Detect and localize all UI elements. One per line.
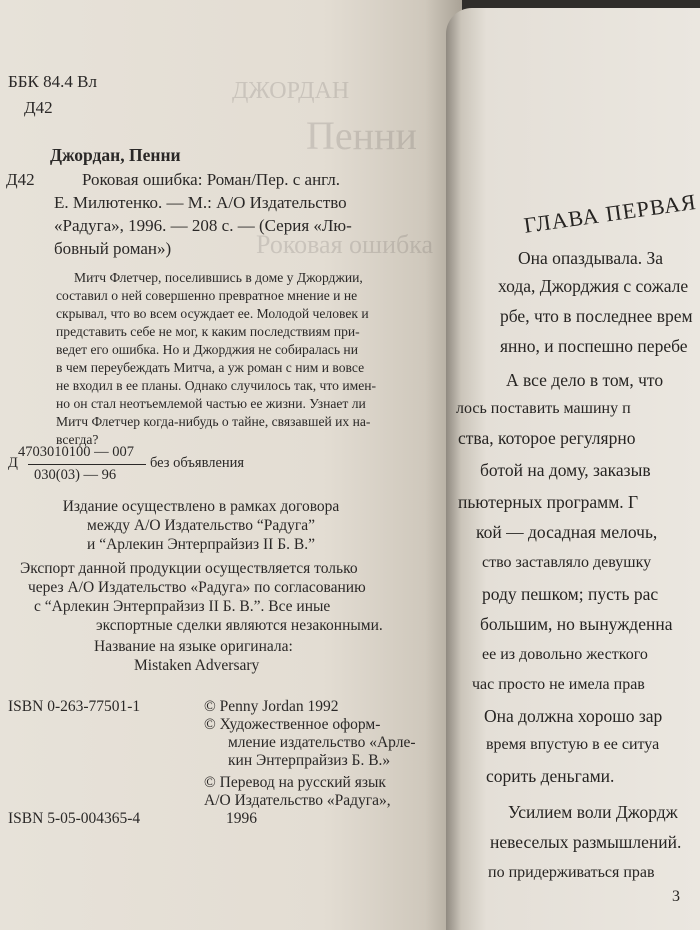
- body-line: янно, и поспешно перебе: [500, 336, 688, 356]
- annotation-line: представить себе не мог, к каким последствиям при-: [56, 324, 360, 339]
- annotation-line: Митч Флетчер, поселившись в доме у Джорджии,: [74, 270, 363, 285]
- bbk-index: ББК 84.4 Вл: [8, 72, 97, 91]
- annotation-line: ведет его ошибка. Но и Джорджия не собиралась ни: [56, 342, 358, 357]
- copyright-line: 1996: [226, 810, 257, 827]
- body-line: ства, которое регулярно: [458, 428, 636, 448]
- body-line: роду пешком; пусть рас: [482, 584, 659, 604]
- publication-line: и “Арлекин Энтерпрайзиз II Б. В.”: [87, 536, 315, 553]
- publication-line: Издание осуществлено в рамках договора: [62, 498, 340, 515]
- copyright-line: © Перевод на русский язык: [204, 774, 386, 791]
- annotation-line: не входил в ее планы. Однако случилось так, что имен-: [56, 378, 377, 393]
- body-line: час просто не имела прав: [472, 676, 645, 693]
- body-line: ство заставляло девушку: [482, 554, 652, 571]
- body-line: Она должна хорошо зар: [484, 706, 663, 726]
- copyright-line: кин Энтерпрайзиз Б. В.»: [228, 752, 391, 769]
- copyright-line: мление издательство «Арле-: [228, 734, 416, 751]
- body-line: хода, Джорджия с сожале: [498, 276, 689, 296]
- body-line: пьютерных программ. Г: [458, 492, 639, 512]
- body-line: ботой на дому, заказыв: [480, 460, 651, 480]
- body-line: А все дело в том, что: [506, 370, 664, 390]
- side-code: Д42: [6, 170, 35, 189]
- copyright-line: © Penny Jordan 1992: [204, 698, 339, 715]
- ghost-author: ДЖОРДАН: [232, 78, 350, 104]
- catalog-code-prefix: Д: [8, 455, 18, 471]
- catalog-code-divider: [28, 464, 146, 465]
- export-line: через А/О Издательство «Радуга» по согласованию: [28, 579, 366, 596]
- body-line: лось поставить машину п: [456, 400, 631, 417]
- body-line: время впустую в ее ситуа: [486, 736, 660, 753]
- body-line: большим, но вынужденна: [480, 614, 673, 634]
- export-line: с “Арлекин Энтерпрайзиз II Б. В.”. Все иные: [34, 598, 331, 615]
- publication-line: между А/О Издательство “Радуга”: [87, 517, 315, 534]
- copyright-line: А/О Издательство «Радуга»,: [204, 792, 391, 809]
- bib-line: «Радуга», 1996. — 208 с. — (Серия «Лю-: [54, 216, 352, 235]
- ghost-title: Роковая ошибка: [256, 230, 433, 259]
- body-line: Она опаздывала. За: [518, 248, 664, 268]
- body-line: кой — досадная мелочь,: [476, 522, 658, 542]
- body-line: рбе, что в последнее врем: [500, 306, 693, 326]
- catalog-code-bottom: 030(03) — 96: [34, 467, 117, 483]
- original-title-label: Название на языке оригинала:: [94, 638, 293, 655]
- bib-line: бовный роман»): [54, 239, 172, 258]
- annotation-line: всегда?: [56, 432, 99, 447]
- bib-line: Роковая ошибка: Роман/Пер. с англ.: [82, 170, 341, 189]
- export-line: экспортные сделки являются незаконными.: [96, 617, 383, 634]
- body-line: по придерживаться прав: [488, 864, 655, 881]
- copyright-line: © Художественное оформ-: [204, 716, 381, 733]
- bbk-code: Д42: [24, 98, 53, 117]
- annotation-line: Митч Флетчер когда-нибудь о тайне, связавшей их на-: [56, 414, 371, 429]
- annotation-line: в чем переубеждать Митча, а уж роман с ним и вовсе: [56, 360, 365, 375]
- bib-line: Е. Милютенко. — М.: А/О Издательство: [54, 193, 347, 212]
- chapter-title: ГЛАВА ПЕРВАЯ: [522, 188, 698, 238]
- body-line: сорить деньгами.: [486, 766, 615, 786]
- isbn-russian: ISBN 5-05-004365-4: [8, 810, 141, 827]
- annotation-line: составил о ней совершенно превратное мнение и не: [56, 288, 358, 303]
- body-line: невеселых размышлений.: [490, 832, 682, 852]
- original-title: Mistaken Adversary: [134, 657, 260, 674]
- body-line: Усилием воли Джордж: [508, 802, 678, 822]
- isbn-original: ISBN 0-263-77501-1: [8, 698, 141, 715]
- annotation-line: но он стал неотъемлемой частью ее жизни. Узнает ли: [56, 396, 366, 411]
- annotation-line: скрывал, что во всем осуждает ее. Молодой человек и: [56, 306, 369, 321]
- catalog-code-top: 4703010100 — 007: [18, 444, 134, 460]
- body-line: ее из довольно жесткого: [482, 646, 648, 663]
- export-line: Экспорт данной продукции осуществляется только: [20, 560, 358, 577]
- page-number: 3: [672, 888, 680, 905]
- catalog-code-note: без объявления: [150, 455, 245, 471]
- right-page: [446, 8, 700, 930]
- ghost-name: Пенни: [306, 113, 417, 158]
- author-heading: Джордан, Пенни: [50, 145, 181, 165]
